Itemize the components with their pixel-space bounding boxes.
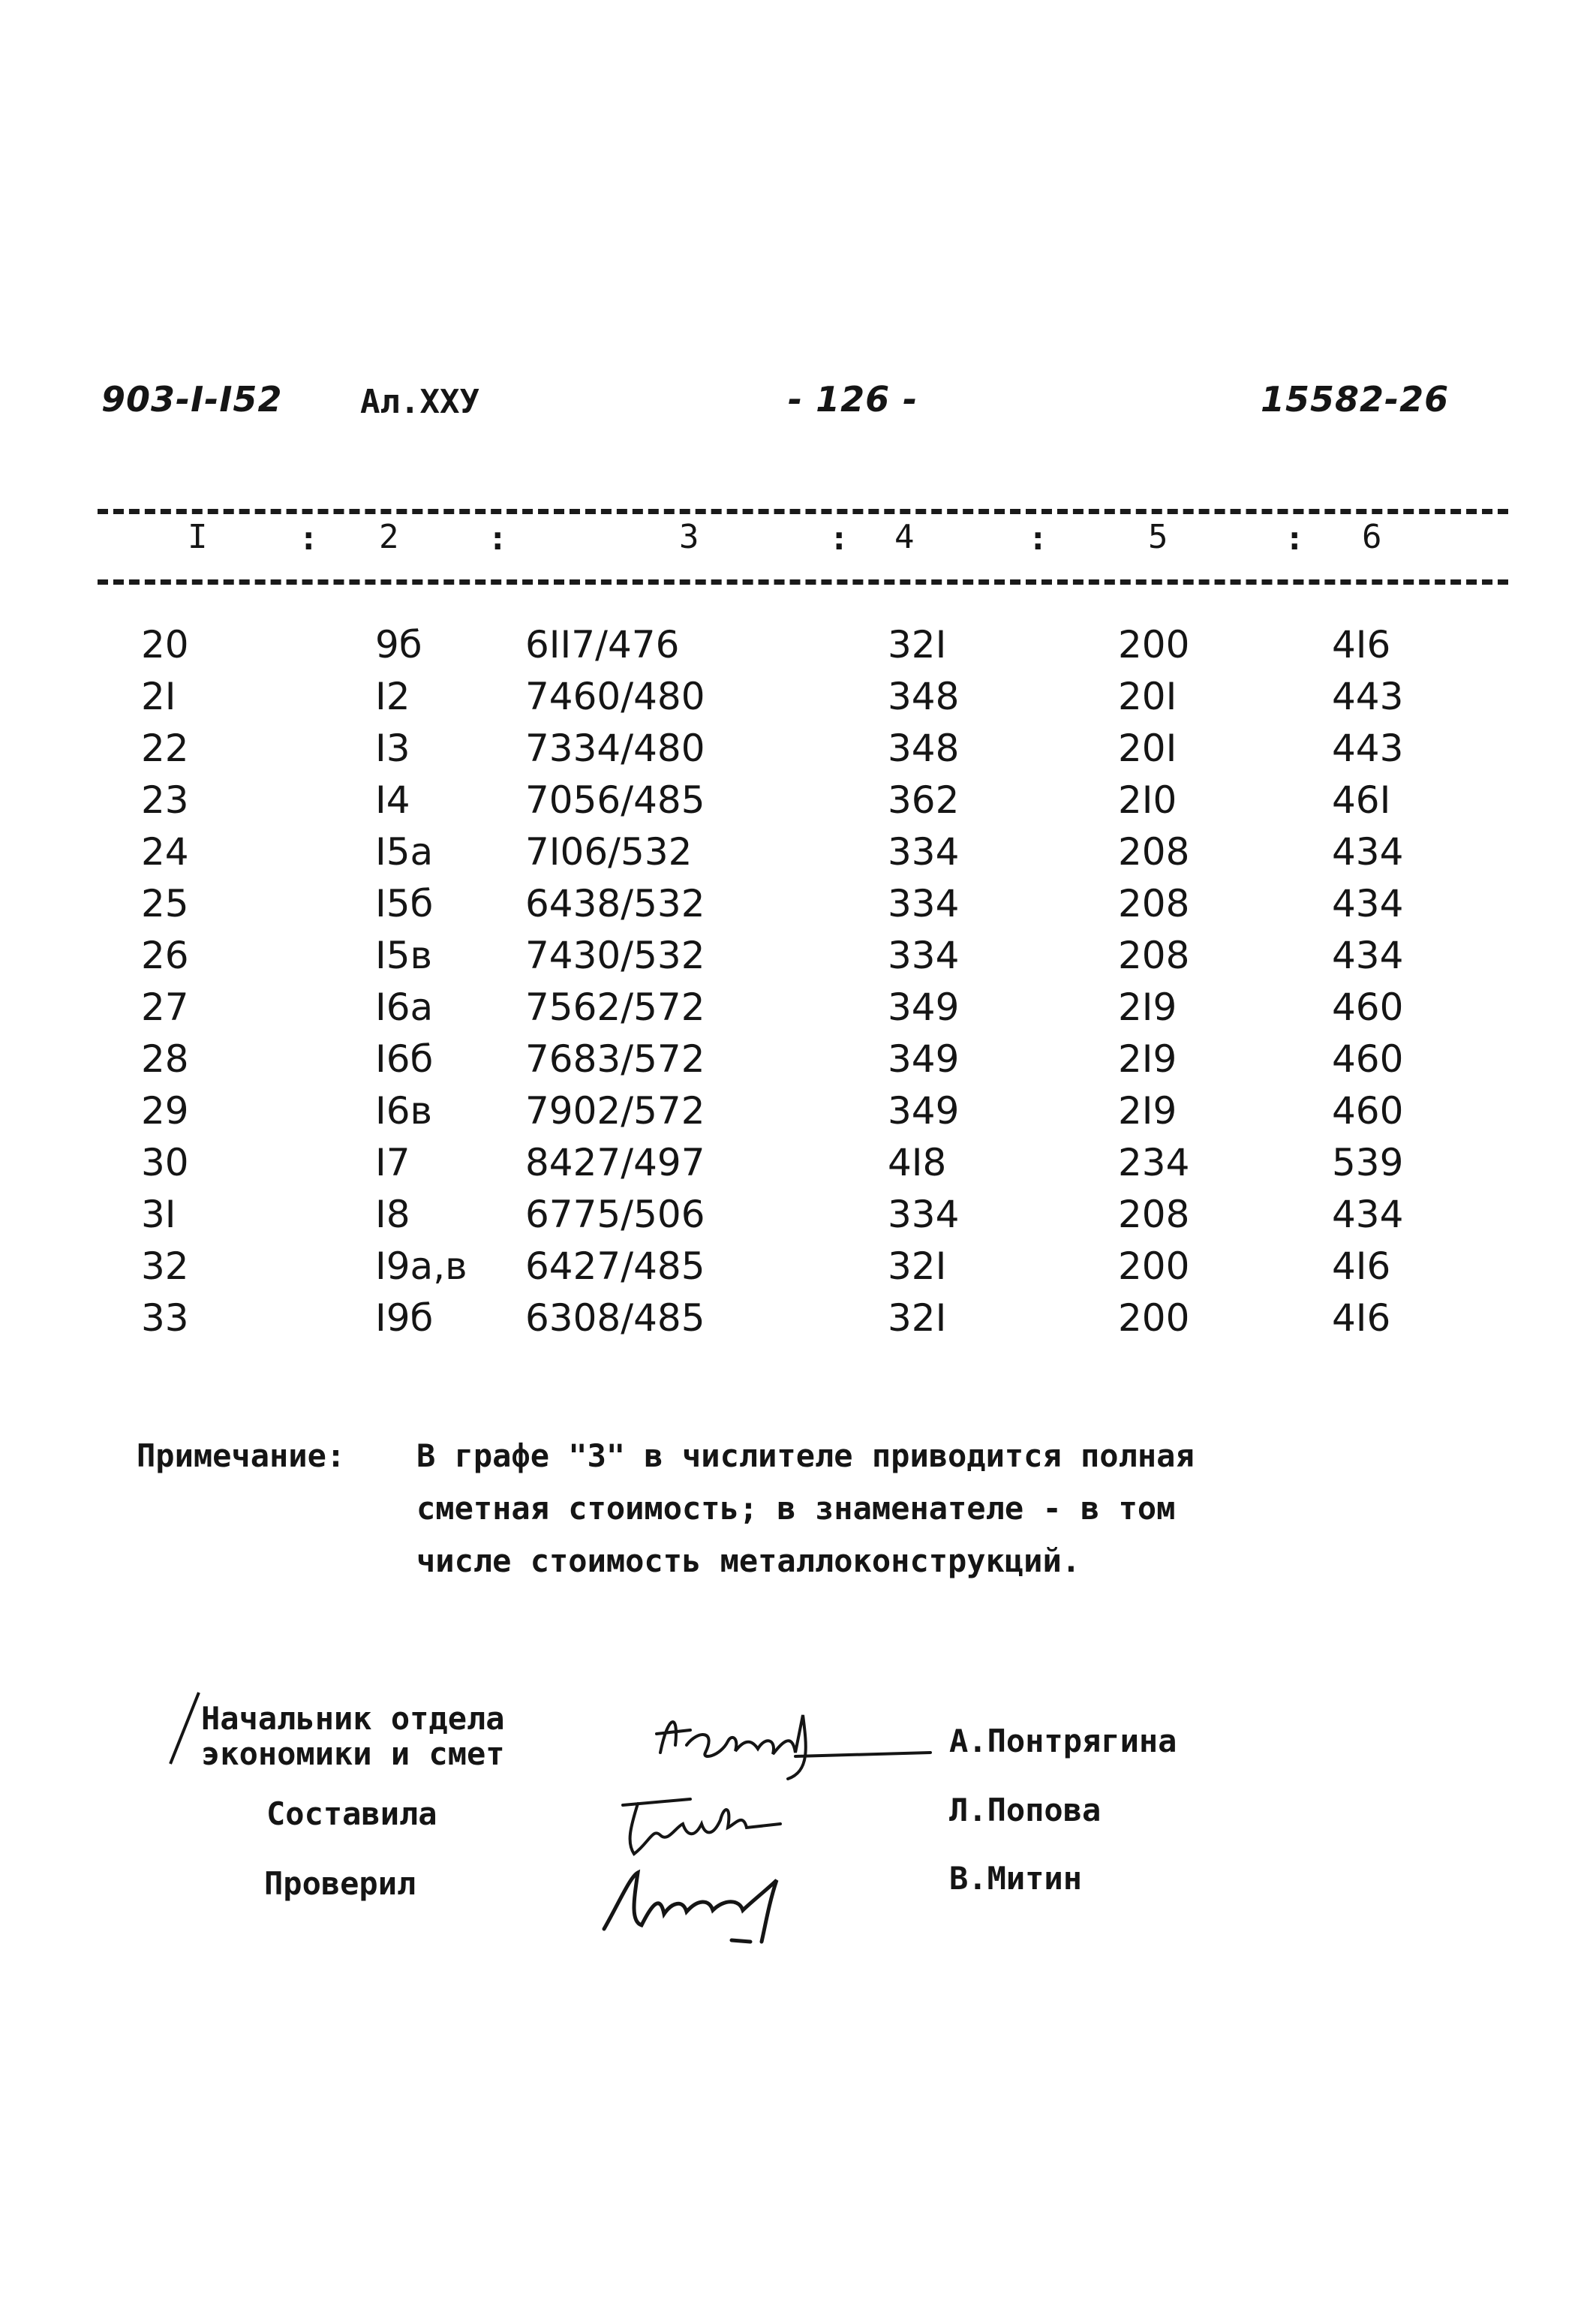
table-cell: 7460/480 bbox=[525, 675, 705, 718]
table-cell: 200 bbox=[1118, 1296, 1190, 1340]
table-cell: 9б bbox=[375, 623, 422, 667]
table-row bbox=[0, 623, 1596, 676]
table-cell: 7I06/532 bbox=[525, 830, 693, 874]
table-cell: 2I9 bbox=[1118, 1037, 1177, 1081]
table-cell: 7683/572 bbox=[525, 1037, 705, 1081]
table-cell: 349 bbox=[888, 985, 960, 1029]
table-cell: 234 bbox=[1118, 1141, 1190, 1184]
table-cell: 6II7/476 bbox=[525, 623, 680, 667]
table-cell: I4 bbox=[375, 778, 410, 822]
table-cell: I5а bbox=[375, 830, 434, 874]
table-cell: 2I0 bbox=[1118, 778, 1177, 822]
table-row bbox=[0, 1089, 1596, 1142]
table-cell: 29 bbox=[141, 1089, 189, 1133]
table-cell: 349 bbox=[888, 1089, 960, 1133]
table-cell: 6308/485 bbox=[525, 1296, 705, 1340]
table-cell: 27 bbox=[141, 985, 189, 1029]
column-separator: : bbox=[1028, 519, 1048, 558]
page-number: - 126 - bbox=[788, 379, 918, 420]
table-cell: 362 bbox=[888, 778, 960, 822]
table-cell: 4I6 bbox=[1332, 1244, 1391, 1288]
table-row bbox=[0, 934, 1596, 986]
table-row bbox=[0, 1244, 1596, 1297]
table-cell: 460 bbox=[1332, 1037, 1404, 1081]
table-row bbox=[0, 675, 1596, 727]
table-cell: 460 bbox=[1332, 985, 1404, 1029]
table-row bbox=[0, 1037, 1596, 1090]
table-row bbox=[0, 1296, 1596, 1349]
table-cell: 7902/572 bbox=[525, 1089, 705, 1133]
column-header-3: 3 bbox=[679, 518, 699, 556]
table-cell: 23 bbox=[141, 778, 189, 822]
table-cell: 26 bbox=[141, 934, 189, 977]
signature-2 bbox=[608, 1783, 810, 1865]
table-cell: I5б bbox=[375, 882, 434, 925]
table-cell: 3I bbox=[141, 1193, 176, 1236]
table-cell: I6а bbox=[375, 985, 434, 1029]
document-code: 903-I-I52 bbox=[101, 379, 283, 420]
table-cell: 20 bbox=[141, 623, 189, 667]
table-cell: 2I9 bbox=[1118, 1089, 1177, 1133]
note-label: Примечание: bbox=[137, 1437, 346, 1474]
signatory-name: Л.Попова bbox=[949, 1792, 1102, 1828]
table-cell: 348 bbox=[888, 675, 960, 718]
column-header-5: 5 bbox=[1148, 518, 1168, 556]
note-line: сметная стоимость; в знаменателе - в том bbox=[416, 1490, 1176, 1527]
table-cell: 434 bbox=[1332, 882, 1404, 925]
table-cell: 208 bbox=[1118, 882, 1190, 925]
signature-role-line: Составила bbox=[266, 1795, 437, 1832]
table-cell: 6427/485 bbox=[525, 1244, 705, 1288]
table-cell: 32I bbox=[888, 1296, 947, 1340]
table-cell: 33 bbox=[141, 1296, 189, 1340]
table-cell: 32I bbox=[888, 623, 947, 667]
table-cell: 7562/572 bbox=[525, 985, 705, 1029]
table-cell: 434 bbox=[1332, 934, 1404, 977]
table-cell: 4I6 bbox=[1332, 623, 1391, 667]
table-cell: 460 bbox=[1332, 1089, 1404, 1133]
sheet-code: 15582-26 bbox=[1261, 379, 1450, 420]
table-cell: 200 bbox=[1118, 623, 1190, 667]
table-cell: 2I9 bbox=[1118, 985, 1177, 1029]
table-cell: 443 bbox=[1332, 675, 1404, 718]
table-cell: 348 bbox=[888, 727, 960, 770]
table-cell: 8427/497 bbox=[525, 1141, 705, 1184]
table-cell: 32 bbox=[141, 1244, 189, 1288]
signatory-name: В.Митин bbox=[949, 1860, 1083, 1897]
table-cell: I3 bbox=[375, 727, 410, 770]
table-row bbox=[0, 1193, 1596, 1245]
column-separator: : bbox=[1285, 519, 1305, 558]
table-row bbox=[0, 985, 1596, 1038]
table-cell: 4I8 bbox=[888, 1141, 947, 1184]
signature-role-line: Проверил bbox=[264, 1865, 416, 1902]
table-row bbox=[0, 830, 1596, 883]
table-cell: 4I6 bbox=[1332, 1296, 1391, 1340]
column-separator: : bbox=[488, 519, 508, 558]
table-cell: 539 bbox=[1332, 1141, 1404, 1184]
column-header-4: 4 bbox=[894, 518, 915, 556]
column-separator: : bbox=[299, 519, 319, 558]
table-cell: 434 bbox=[1332, 830, 1404, 874]
table-cell: 7334/480 bbox=[525, 727, 705, 770]
table-cell: 208 bbox=[1118, 934, 1190, 977]
table-cell: 20I bbox=[1118, 727, 1177, 770]
table-cell: I6в bbox=[375, 1089, 433, 1133]
table-cell: I8 bbox=[375, 1193, 410, 1236]
signature-3 bbox=[589, 1858, 807, 1951]
table-cell: 46I bbox=[1332, 778, 1391, 822]
table-cell: 208 bbox=[1118, 1193, 1190, 1236]
table-cell: 334 bbox=[888, 934, 960, 977]
note-line: числе стоимость металлоконструкций. bbox=[416, 1542, 1081, 1579]
album-number: Ал.XXУ bbox=[360, 383, 479, 421]
table-cell: I9а,в bbox=[375, 1244, 467, 1288]
table-row bbox=[0, 727, 1596, 779]
table-cell: 28 bbox=[141, 1037, 189, 1081]
table-cell: 24 bbox=[141, 830, 189, 874]
table-cell: 443 bbox=[1332, 727, 1404, 770]
column-header-1: I bbox=[188, 518, 208, 556]
column-header-6: 6 bbox=[1362, 518, 1382, 556]
table-cell: 7056/485 bbox=[525, 778, 705, 822]
table-cell: 6775/506 bbox=[525, 1193, 705, 1236]
table-cell: I5в bbox=[375, 934, 433, 977]
table-cell: 208 bbox=[1118, 830, 1190, 874]
table-cell: 25 bbox=[141, 882, 189, 925]
table-cell: 7430/532 bbox=[525, 934, 705, 977]
table-cell: 334 bbox=[888, 1193, 960, 1236]
column-header-2: 2 bbox=[379, 518, 399, 556]
note-line: В графе "3" в числителе приводится полная bbox=[416, 1437, 1195, 1474]
table-cell: 32I bbox=[888, 1244, 947, 1288]
table-cell: 30 bbox=[141, 1141, 189, 1184]
table-cell: I2 bbox=[375, 675, 410, 718]
table-row bbox=[0, 778, 1596, 831]
table-cell: 334 bbox=[888, 882, 960, 925]
signature-role-line: Начальник отдела bbox=[201, 1700, 505, 1737]
table-cell: 434 bbox=[1332, 1193, 1404, 1236]
table-row bbox=[0, 1141, 1596, 1193]
table-cell: 200 bbox=[1118, 1244, 1190, 1288]
signature-role-line: экономики и смет bbox=[201, 1735, 505, 1772]
table-cell: 349 bbox=[888, 1037, 960, 1081]
table-cell: I7 bbox=[375, 1141, 410, 1184]
table-cell: I9б bbox=[375, 1296, 434, 1340]
signature-1 bbox=[645, 1700, 938, 1790]
table-cell: 22 bbox=[141, 727, 189, 770]
column-separator: : bbox=[829, 519, 849, 558]
signatory-name: А.Понтрягина bbox=[949, 1723, 1177, 1759]
table-cell: 6438/532 bbox=[525, 882, 705, 925]
table-cell: I6б bbox=[375, 1037, 434, 1081]
table-row bbox=[0, 882, 1596, 934]
table-cell: 2I bbox=[141, 675, 176, 718]
table-header-rule bbox=[98, 579, 1508, 585]
slash-mark bbox=[161, 1689, 206, 1771]
table-cell: 334 bbox=[888, 830, 960, 874]
table-cell: 20I bbox=[1118, 675, 1177, 718]
table-top-rule bbox=[98, 509, 1508, 514]
